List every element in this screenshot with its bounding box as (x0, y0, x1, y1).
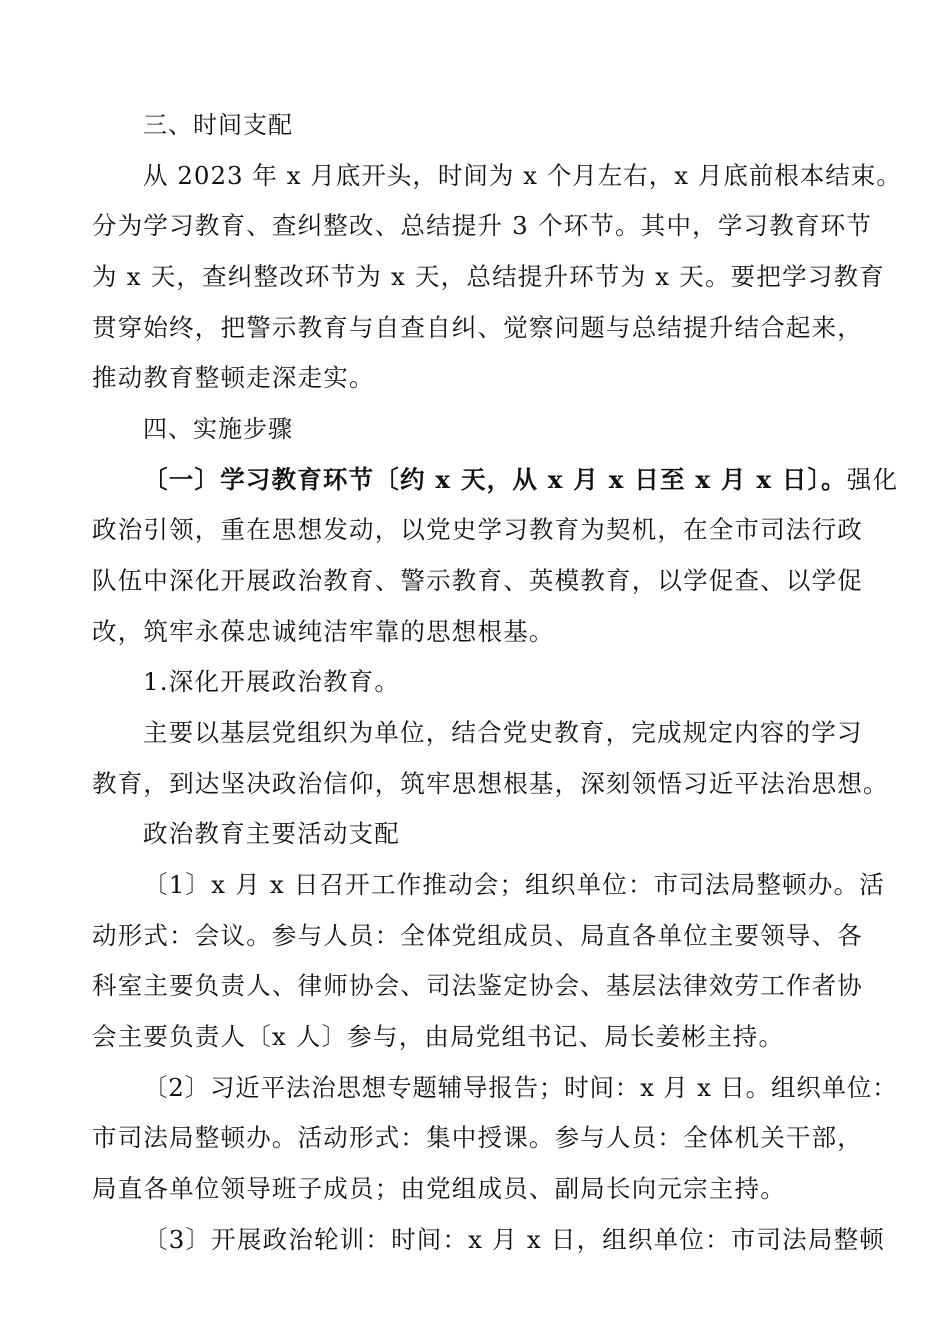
section-3-line-3: 为 x 天，查纠整改环节为 x 天，总结提升环节为 x 天。要把学习教育 (92, 262, 885, 291)
section-3-line-4: 贯穿始终，把警示教育与自查自纠、觉察问题与总结提升结合起来， (92, 313, 863, 342)
item-1-paragraph-line-1: 主要以基层党组织为单位，结合党史教育，完成规定内容的学习 (143, 718, 863, 747)
subsection-1-first-line-rest: 强化 (846, 465, 899, 494)
subsection-1-line-2: 政治引领，重在思想发动，以党史学习教育为契机，在全市司法行政 (92, 515, 863, 544)
subsection-1-first-line (143, 463, 903, 497)
section-3-line-5: 推动教育整顿走深走实。 (92, 363, 375, 392)
section-3-heading: 三、时间支配 (143, 111, 293, 139)
activity-2-line-2: 市司法局整顿办。活动形式：集中授课。参与人员：全体机关干部， (92, 1123, 863, 1152)
activity-1-line-4: 会主要负责人〔x 人〕参与，由局党组书记、局长姜彬主持。 (92, 1022, 785, 1051)
activity-3-line-1: 〔3〕开展政治轮训：时间：x 月 x 日，组织单位：市司法局整顿 (143, 1225, 885, 1254)
activity-2-line-1: 〔2〕习近平法治思想专题辅导报告；时间：x 月 x 日。组织单位： (143, 1073, 898, 1102)
activity-1-line-2: 动形式：会议。参与人员：全体党组成员、局直各单位主要领导、各 (92, 921, 863, 950)
item-1-title: 1.深化开展政治教育。 (143, 667, 401, 696)
item-1-paragraph-line-2: 教育，到达坚决政治信仰，筑牢思想根基，深刻领悟习近平法治思想。 (92, 769, 889, 798)
subsection-1-title: 〔一〕学习教育环节〔约 x 天，从 x 月 x 日至 x 月 x 日〕。 (143, 465, 847, 494)
activity-1-line-1: 〔1〕x 月 x 日召开工作推动会；组织单位：市司法局整顿办。活 (143, 870, 885, 899)
activity-2-line-3: 局直各单位领导班子成员；由党组成员、副局长向元宗主持。 (92, 1174, 786, 1203)
section-3-line-1: 从 2023 年 x 月底开头，时间为 x 个月左右，x 月底前根本结束。 (143, 161, 902, 190)
section-4-heading: 四、实施步骤 (143, 415, 293, 443)
subsection-1-line-3: 队伍中深化开展政治教育、警示教育、英模教育，以学促查、以学促 (92, 566, 863, 595)
activity-1-line-3: 科室主要负责人、律师协会、司法鉴定协会、基层法律效劳工作者协 (92, 971, 863, 1000)
section-3-line-2: 分为学习教育、查纠整改、总结提升 3 个环节。其中，学习教育环节 (92, 211, 873, 240)
activities-title: 政治教育主要活动支配 (143, 819, 400, 848)
subsection-1-line-4: 改，筑牢永葆忠诚纯洁牢靠的思想根基。 (92, 617, 555, 646)
